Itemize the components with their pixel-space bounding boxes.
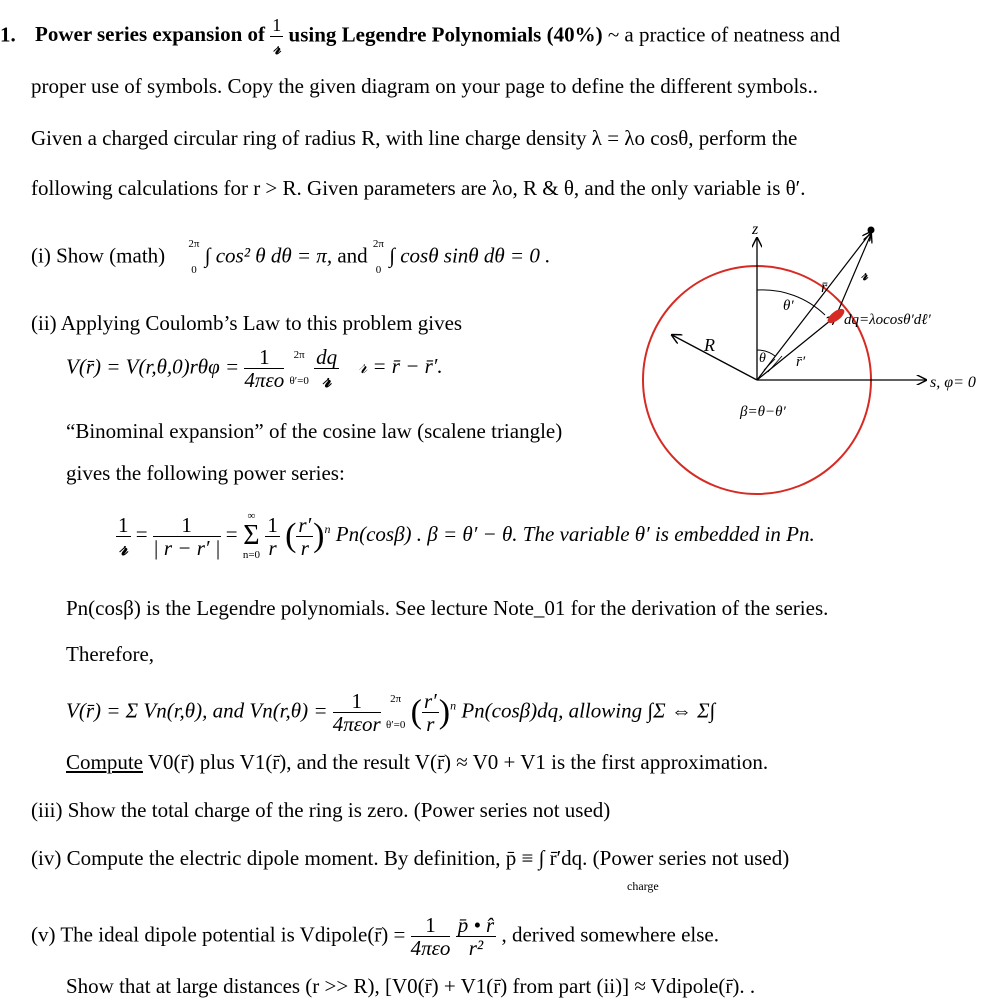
theta-label: θ [759, 351, 766, 366]
script-r-label: 𝓇 [861, 267, 868, 284]
series-equation: $\frac{1}{\text{𝓇}}$ = $\frac{1}{| r - r' |}$ = ∞ Σ n=0 $\frac{1}{r}$ ( $\frac{r'}{r}$ )$^n$ Pn(cosβ) . β = θ′ − θ. The variable θ′ is embedded in Pn. [118, 510, 815, 561]
separation-vector: 𝓇 = r̄ − r̄′. [358, 354, 443, 379]
part-iii: (iii) Show the total charge of the ring is zero. (Power series not used) [31, 798, 611, 822]
coulomb-integrand: $\frac{dq}{\text{𝓇}}$ [316, 345, 338, 392]
part-v-text-a: (v) The ideal dipole potential is Vdipole(r̄) = [31, 922, 406, 947]
part-ii-intro: (ii) Applying Coulomb’s Law to this problem gives [31, 311, 463, 335]
therefore: Therefore, [66, 642, 155, 666]
series-lhs: $\frac{1}{\text{𝓇}}$ [118, 512, 129, 560]
r-prime-vector [757, 316, 836, 380]
compute-rest: V0(r̄) plus V1(r̄), and the result V(r̄) ≈ V0 + V1 is the first approximation. [147, 750, 769, 774]
expansion-equation: V(r̄) = Σ Vn(r,θ), and Vn(r,θ) = $\frac{1}{\text{4πεor}}$ 2π θ′=0 ( $\frac{r'}{r}$ )$^n$ Pn(cosβ)dq, allowing ∫Σ ⇔ Σ∫ [66, 689, 716, 736]
part-iv-sub: charge [627, 879, 659, 893]
coulomb-limits: 2π θ′=0 [289, 349, 309, 387]
s-axis-label: s, φ= 0 [930, 374, 976, 391]
part-i-limits-1: 2π 0 [188, 238, 200, 276]
paren-close-2: ) [438, 693, 451, 731]
r-vector-label: r̄ [821, 279, 828, 296]
field-point [868, 227, 875, 234]
paren-open-2: ( [410, 693, 422, 731]
coulomb-lhs: V(r̄) = V(r,θ,0)rθφ = [66, 354, 240, 379]
series-mid: $\frac{1}{| r - r' |}$ [152, 512, 221, 560]
coulomb-prefactor: $\frac{1}{\text{4πεo}}$ [244, 345, 285, 392]
binomial-line-1: “Binominal expansion” of the cosine law (scalene triangle) [66, 419, 563, 443]
paren-close: ) [313, 517, 325, 554]
dipole-prefactor: $\frac{1}{\text{4πεo}}$ [410, 913, 451, 960]
intro-line-4: following calculations for r > R. Given parameters are λo, R & θ, and the only variable is θ′. [31, 176, 806, 200]
compute-line [66, 749, 768, 775]
theta-prime-label: θ′ [783, 298, 794, 314]
part-i [31, 238, 550, 277]
r-prime-label: r̄′ [796, 354, 806, 370]
title-fraction: $\frac{1}{\text{𝓇}}$ [272, 15, 282, 58]
part-i-and: and [337, 243, 368, 268]
problem-header [0, 14, 840, 59]
part-v [31, 914, 719, 959]
part-iv: (iv) Compute the electric dipole moment. By definition, p̄ ≡ ∫ r̄′dq. (Power series not used) [31, 846, 790, 870]
compute-word: Compute [66, 750, 143, 774]
series-ratio: $\frac{r'}{r}$ [298, 512, 312, 560]
problem-number: 1. [0, 22, 16, 47]
expansion-lhs: V(r̄) = Σ Vn(r,θ), and Vn(r,θ) = [66, 698, 328, 723]
part-i-expr-2: ∫ cosθ sinθ dθ = 0 . [389, 243, 551, 268]
series-rhs: Pn(cosβ) . β = θ′ − θ. The variable θ′ is embedded in Pn. [335, 521, 815, 546]
legendre-line: Pn(cosβ) is the Legendre polynomials. See lecture Note_01 for the derivation of the series. [66, 596, 829, 620]
intro-line-3: Given a charged circular ring of radius R, with line charge density λ = λo cosθ, perform the [31, 126, 798, 150]
expansion-prefactor: $\frac{1}{\text{4πεor}}$ [332, 689, 381, 736]
part-i-expr-1: ∫ cos² θ dθ = π, [204, 243, 333, 268]
problem-title-2: using Legendre Polynomials (40%) [288, 22, 603, 47]
expansion-rhs: Pn(cosβ)dq, allowing ∫Σ ⇔ Σ∫ [461, 698, 716, 723]
paren-open: ( [285, 517, 297, 554]
part-v-last: Show that at large distances (r >> R), [V0(r̄) + V1(r̄) from part (ii)] ≈ Vdipole(r̄). . [66, 974, 756, 998]
dq-label: dq=λocosθ′dℓ′ [844, 312, 931, 328]
coulomb-equation [66, 346, 443, 391]
beta-label: β=θ−θ′ [740, 404, 786, 420]
problem-title-rest: ~ a practice of neatness and [607, 22, 841, 47]
expansion-limits: 2π θ′=0 [385, 693, 406, 731]
z-axis-label: z [752, 221, 759, 238]
part-v-text-b: , derived somewhere else. [501, 922, 719, 947]
dipole-ratio: $\frac{p̄ • r̂}{\text{r²}}$ [457, 913, 495, 960]
ring-diagram [640, 220, 990, 510]
intro-line-2: proper use of symbols. Copy the given diagram on your page to define the different symbols.. [31, 74, 818, 98]
part-i-label: (i) Show (math) [31, 243, 166, 268]
radius-label: R [704, 335, 715, 355]
sum-limits: ∞ Σ n=0 [242, 510, 261, 561]
series-term-1-over-r: $\frac{1}{r}$ [267, 512, 278, 560]
problem-title: Power series expansion of [35, 22, 266, 47]
binomial-line-2: gives the following power series: [66, 461, 345, 485]
part-i-limits-2: 2π 0 [372, 238, 384, 276]
expansion-ratio: $\frac{r'}{r}$ [423, 689, 437, 736]
